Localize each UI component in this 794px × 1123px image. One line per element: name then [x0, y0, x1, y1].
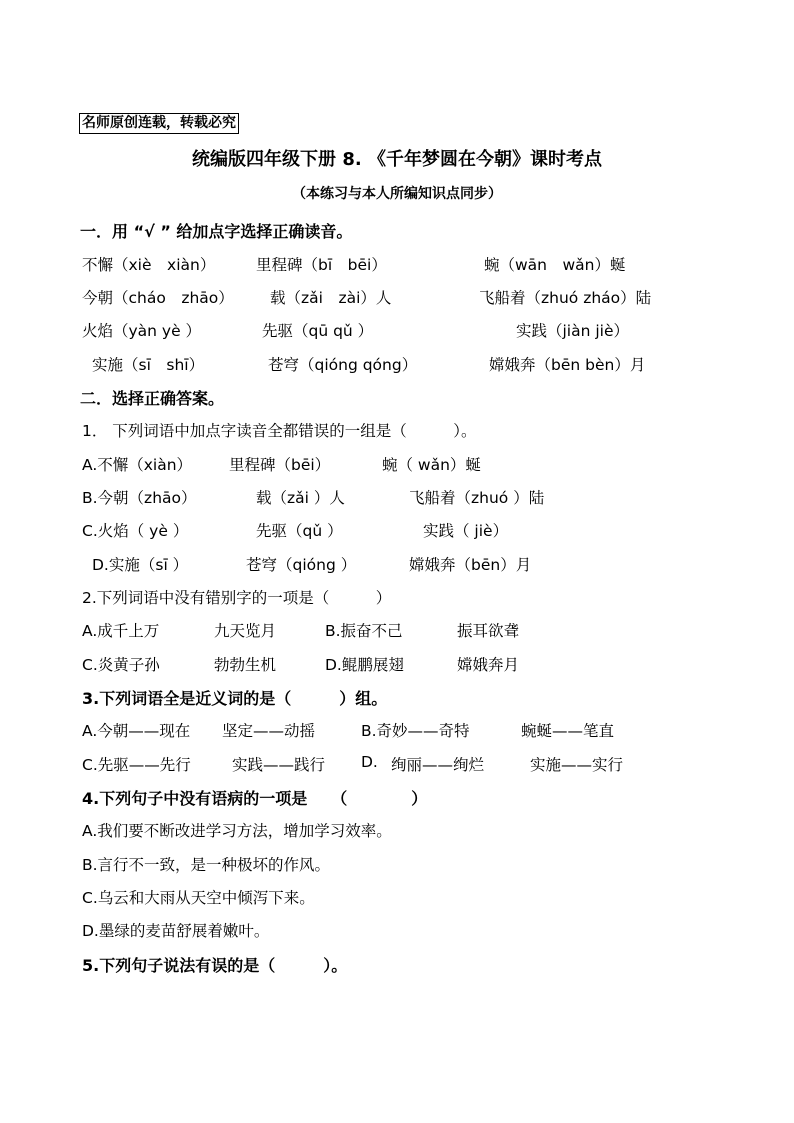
option-item: 九天览月: [214, 622, 277, 640]
option-item: D.墨绿的麦苗舒展着嫩叶。: [82, 922, 270, 940]
option-item: 嫦娥奔月: [457, 656, 520, 674]
option-item: A.不懈（xiàn）: [82, 456, 193, 474]
pinyin-item: 苍穹（qióng qóng）: [268, 356, 418, 374]
option-item: 蜿（ wǎn）蜒: [382, 456, 481, 474]
pinyin-item: 实施（sī shī）: [92, 356, 205, 374]
pinyin-item: 不懈（xiè xiàn）: [82, 256, 216, 274]
pinyin-item: 火焰（yàn yè ）: [82, 322, 202, 340]
section1-heading: 一．用 “√ ” 给加点字选择正确读音。: [80, 222, 353, 241]
pinyin-item: 今朝（cháo zhāo）: [82, 289, 234, 307]
pinyin-item: 蜿（wān wǎn）蜒: [484, 256, 626, 274]
pinyin-item: 里程碑（bī bēi）: [256, 256, 387, 274]
option-item: D.鲲鹏展翅: [325, 656, 404, 674]
question-2-stem: 2.下列词语中没有错别字的一项是（ ）: [82, 589, 392, 607]
option-item: 实践——践行: [232, 756, 326, 774]
question-1-stem: 1． 下列词语中加点字读音全都错误的一组是（ ）。: [82, 422, 477, 440]
option-item: 坚定——动摇: [222, 722, 316, 740]
option-item: 蜿蜒——笔直: [521, 722, 615, 740]
option-item: 苍穹（qióng ）: [246, 556, 357, 574]
pinyin-item: 嫦娥奔（bēn bèn）月: [489, 356, 646, 374]
option-item: 实施——实行: [530, 756, 624, 774]
option-item: 振耳欲聋: [457, 622, 520, 640]
pinyin-item: 实践（jiàn jiè）: [516, 322, 630, 340]
page-title: 统编版四年级下册 8. 《千年梦圆在今朝》课时考点: [192, 149, 602, 170]
question-5-stem: 5.下列句子说法有误的是（ ）。: [82, 956, 348, 975]
pinyin-item: 飞船着（zhuó zháo）陆: [479, 289, 652, 307]
pinyin-item: 载（zǎi zài）人: [270, 289, 392, 307]
option-item: B.奇妙——奇特: [361, 722, 470, 740]
option-item: B.今朝（zhāo）: [82, 489, 197, 507]
option-item: C.火焰（ yè ）: [82, 522, 189, 540]
question-4-stem: 4.下列句子中没有语病的一项是 （ ）: [82, 789, 428, 808]
pinyin-item: 先驱（qū qǔ ）: [262, 322, 374, 340]
option-item: D.实施（sī ）: [92, 556, 189, 574]
option-item: 绚丽——绚烂: [391, 756, 485, 774]
option-item: A.我们要不断改进学习方法，增加学习效率。: [82, 822, 392, 840]
option-item: 里程碑（bēi）: [229, 456, 331, 474]
option-item: D.: [361, 753, 378, 771]
option-item: C.炎黄子孙: [82, 656, 160, 674]
option-item: C.乌云和大雨从天空中倾泻下来。: [82, 889, 315, 907]
option-item: A.今朝——现在: [82, 722, 191, 740]
option-item: 实践（ jiè）: [423, 522, 509, 540]
option-item: A.成千上万: [82, 622, 160, 640]
option-item: B.言行不一致，是一种极坏的作风。: [82, 856, 331, 874]
section2-heading: 二．选择正确答案。: [80, 389, 225, 408]
copyright-notice: 名师原创连载，转载必究: [79, 113, 239, 134]
option-item: 先驱（qǔ ）: [256, 522, 343, 540]
option-item: B.振奋不己: [325, 622, 403, 640]
option-item: 载（zǎi ）人: [256, 489, 345, 507]
option-item: 飞船着（zhuó ）陆: [409, 489, 545, 507]
page-subtitle: （本练习与本人所编知识点同步）: [292, 186, 502, 202]
question-3-stem: 3.下列词语全是近义词的是（ ）组。: [82, 689, 388, 708]
option-item: 勃勃生机: [214, 656, 277, 674]
option-item: C.先驱——先行: [82, 756, 191, 774]
option-item: 嫦娥奔（bēn）月: [409, 556, 532, 574]
